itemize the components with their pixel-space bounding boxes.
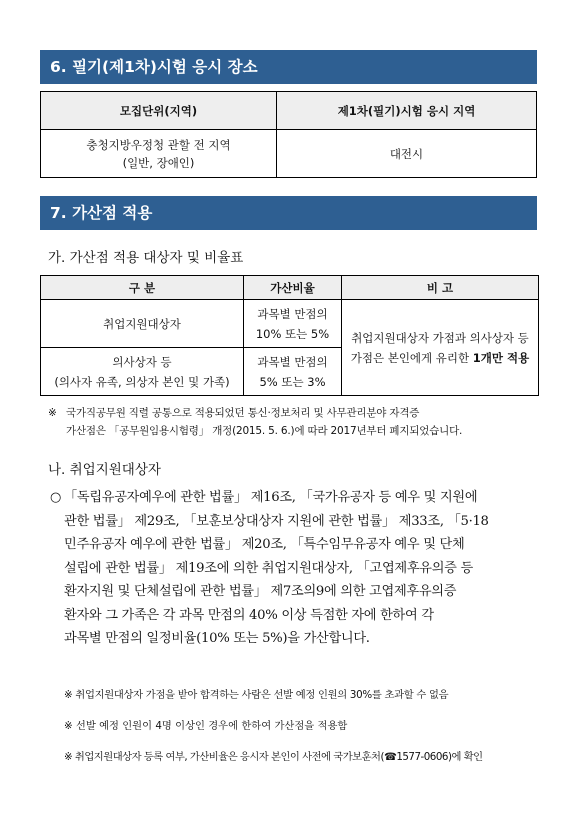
- rate-line-1: 과목별 만점의: [257, 354, 328, 369]
- header-region: 제1차(필기)시험 응시 지역: [277, 92, 537, 130]
- paragraph-line: 설립에 관한 법률」 제19조에 의한 취업지원대상자, 「고엽제후유의증 등: [64, 560, 473, 576]
- paragraph-line: 민주유공자 예우에 관한 법률」 제20조, 「특수임무유공자 예우 및 단체: [64, 537, 465, 552]
- remark-cell: [342, 300, 539, 396]
- rate-cell: [244, 300, 342, 348]
- remark-line-2-text: 가점은 본인에게 유리한: [350, 350, 473, 365]
- bonus-points-table: [40, 275, 539, 396]
- remark-line-1: 취업지원대상자 가점과 의사상자 등: [351, 330, 529, 345]
- note-mark: ※: [48, 407, 57, 419]
- section-7-title: 7. 가산점 적용: [50, 204, 153, 222]
- subsection-b-title: 나. 취업지원대상자: [48, 462, 161, 478]
- unit-line-2: (일반, 장애인): [122, 155, 195, 170]
- certificate-note: [66, 404, 540, 440]
- table-row: [41, 300, 539, 348]
- remark-line-2: [345, 348, 535, 368]
- subsection-a-title: 가. 가산점 적용 대상자 및 비율표: [48, 250, 244, 266]
- exam-location-table: [40, 91, 537, 178]
- section-7-banner: [40, 196, 537, 230]
- note-line-2: 가산점은 「공무원임용시험령」 개정(2015. 5. 6.)에 따라 2017년부터 폐지되었습니다.: [66, 425, 463, 437]
- rate-line-1: 과목별 만점의: [257, 306, 328, 321]
- rate-cell: [244, 348, 342, 396]
- unit-line-1: 충청지방우정청 관할 전 지역: [86, 137, 231, 152]
- section-6-title: 6. 필기(제1차)시험 응시 장소: [50, 58, 258, 76]
- unit-cell: [41, 130, 277, 178]
- eligibility-paragraph: [0, 486, 583, 666]
- table-header-row: [41, 92, 537, 130]
- paragraph-line: 관한 법률」 제29조, 「보훈보상대상자 지원에 관한 법률」 제33조, 「5·18: [64, 513, 489, 529]
- section-6-banner: [40, 50, 537, 84]
- remark-line-2-emphasis: 1개만 적용: [472, 350, 530, 365]
- rate-line-2: 10% 또는 5%: [255, 326, 330, 341]
- paragraph-text: [64, 486, 544, 651]
- table-row: [41, 130, 537, 178]
- bullet-circle: ○: [50, 490, 62, 505]
- small-note-quota: ※ 취업지원대상자 가점을 받아 합격하는 사람은 선발 예정 인원의 30%를 초과할 수 없음: [64, 689, 449, 701]
- small-note-minimum: ※ 선발 예정 인원이 4명 이상인 경우에 한하여 가산점을 적용함: [64, 720, 348, 732]
- paragraph-line: 환자와 그 가족은 각 과목 만점의 40% 이상 득점한 자에 한하여 각: [64, 607, 434, 623]
- small-note-verification: ※ 취업지원대상자 등록 여부, 가산비율은 응시자 본인이 사전에 국가보훈처(☎1577-0606)에 확인: [64, 751, 483, 763]
- header-remark: 비 고: [342, 276, 539, 300]
- paragraph-line: 과목별 만점의 일정비율(10% 또는 5%)을 가산합니다.: [64, 631, 370, 646]
- category-line-2: (의사자 유족, 의상자 본인 및 가족): [54, 374, 230, 389]
- table-header-row: [41, 276, 539, 300]
- note-line-1: 국가직공무원 직렬 공통으로 적용되었던 통신·정보처리 및 사무관리분야 자격증: [66, 407, 420, 419]
- header-unit: 모집단위(지역): [41, 92, 277, 130]
- category-cell: [41, 348, 244, 396]
- header-rate: 가산비율: [244, 276, 342, 300]
- category-cell: 취업지원대상자: [41, 300, 244, 348]
- region-cell: 대전시: [277, 130, 537, 178]
- paragraph-line: 환자지원 및 단체설립에 관한 법률」 제7조의9에 의한 고엽제후유의증: [64, 584, 457, 599]
- header-category: 구 분: [41, 276, 244, 300]
- rate-line-2: 5% 또는 3%: [259, 374, 326, 389]
- category-line-1: 의사상자 등: [112, 354, 172, 369]
- paragraph-line: 「독립유공자예우에 관한 법률」 제16조, 「국가유공자 등 예우 및 지원에: [64, 490, 478, 505]
